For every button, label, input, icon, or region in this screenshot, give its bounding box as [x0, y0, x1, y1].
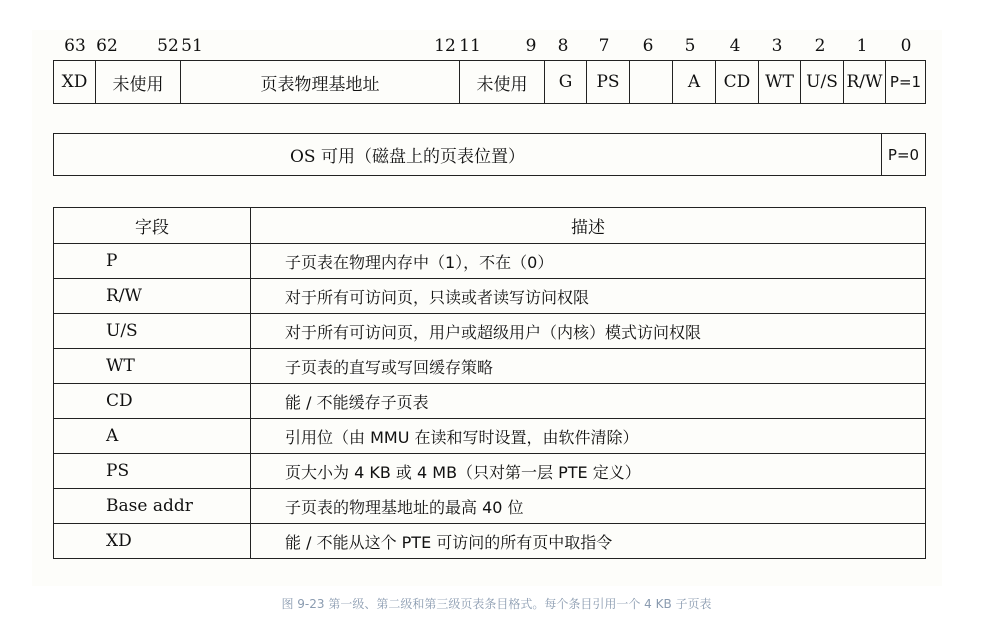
bit-label: 1: [856, 36, 868, 56]
table-row: [54, 279, 926, 314]
column-header-description: 描述: [251, 208, 926, 244]
table-row: [54, 524, 926, 559]
field-g: G: [545, 61, 587, 103]
table-row: [54, 489, 926, 524]
table-row: [54, 384, 926, 419]
field-base-address: 页表物理基地址: [181, 61, 460, 103]
bit-label: 63: [64, 36, 86, 56]
field-p1: P=1: [889, 73, 922, 91]
bit-label: 9: [525, 36, 537, 56]
field-name: U/S: [54, 314, 251, 349]
field-name: XD: [54, 524, 251, 559]
bit-label: 6: [642, 36, 654, 56]
table-row: [54, 349, 926, 384]
field-description: 子页表在物理内存中（1），不在（0）: [251, 244, 926, 279]
field-name: R/W: [54, 279, 251, 314]
figure-caption: 图 9-23 第一级、第二级和第三级页表条目格式。每个条目引用一个 4 KB 子页表: [281, 597, 712, 611]
bit-label: 2: [814, 36, 826, 56]
field-description: 对于所有可访问页，用户或超级用户（内核）模式访问权限: [251, 314, 926, 349]
bit-label: 51: [181, 36, 203, 56]
table-header-row: [54, 208, 926, 244]
pte-format-present: [53, 60, 926, 104]
field-description: 能 / 不能缓存子页表: [251, 384, 926, 419]
bit-label: 62: [96, 36, 118, 56]
field-description: 页大小为 4 KB 或 4 MB（只对第一层 PTE 定义）: [251, 454, 926, 489]
field-name: WT: [54, 349, 251, 384]
field-description-table: [53, 207, 926, 559]
table-row: [54, 244, 926, 279]
field-description: 子页表的物理基地址的最高 40 位: [251, 489, 926, 524]
field-a: A: [673, 61, 716, 103]
bit-label: 0: [900, 36, 912, 56]
field-rw: R/W: [844, 61, 886, 103]
field-xd: XD: [54, 61, 96, 103]
bit-label: 12: [434, 36, 456, 56]
field-name: A: [54, 419, 251, 454]
field-description: 能 / 不能从这个 PTE 可访问的所有页中取指令: [251, 524, 926, 559]
field-wt: WT: [759, 61, 801, 103]
table-row: [54, 454, 926, 489]
field-description: 引用位（由 MMU 在读和写时设置，由软件清除）: [251, 419, 926, 454]
field-ps: PS: [587, 61, 630, 103]
bit-label: 3: [771, 36, 783, 56]
field-cd: CD: [716, 61, 759, 103]
field-us: U/S: [801, 61, 844, 103]
field-description: 子页表的直写或写回缓存策略: [251, 349, 926, 384]
field-unused-high: 未使用: [96, 61, 181, 103]
field-name: Base addr: [54, 489, 251, 524]
field-name: CD: [54, 384, 251, 419]
field-name: PS: [54, 454, 251, 489]
bit-label: 4: [729, 36, 741, 56]
os-available-field: OS 可用（磁盘上的页表位置）: [290, 147, 525, 167]
column-header-field: 字段: [54, 208, 251, 244]
field-description: 对于所有可访问页，只读或者读写访问权限: [251, 279, 926, 314]
pte-format-absent: [53, 133, 926, 176]
bit-label: 7: [598, 36, 610, 56]
bit-label: 5: [684, 36, 696, 56]
table-row: [54, 419, 926, 454]
field-bit6: [630, 61, 673, 103]
bit-label: 8: [557, 36, 569, 56]
bit-number-row: [0, 36, 993, 58]
bit-label: 52: [157, 36, 179, 56]
table-row: [54, 314, 926, 349]
field-name: P: [54, 244, 251, 279]
field-p0: P=0: [881, 134, 925, 175]
field-unused-low: 未使用: [460, 61, 545, 103]
bit-label: 11: [459, 36, 481, 56]
